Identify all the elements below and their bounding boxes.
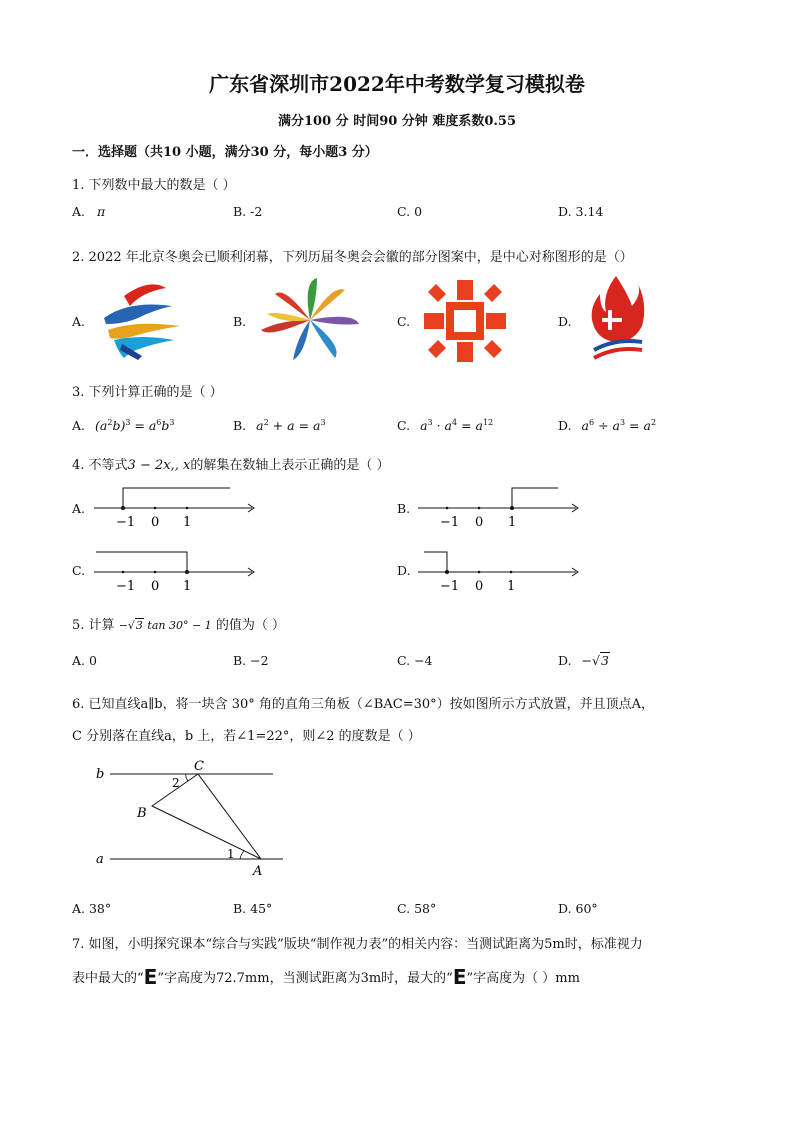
- q4-option-d-label[interactable]: D.: [397, 563, 411, 578]
- q6-option-d[interactable]: D. 60°: [558, 901, 598, 916]
- q3-option-a[interactable]: [72, 418, 175, 433]
- q7-line2-part-c: ”字高度为（ ）mm: [466, 971, 580, 986]
- q6-option-b[interactable]: B. 45°: [233, 901, 273, 916]
- emblem-a-image[interactable]: [94, 278, 184, 360]
- q4c-tick-neg1: −1: [116, 579, 136, 594]
- q5-option-b[interactable]: B. −2: [233, 653, 269, 668]
- q4-option-a-numberline[interactable]: [90, 484, 260, 534]
- e-symbol-2: E: [452, 965, 467, 989]
- q3-option-d-expr: $a^6 \div a^3 = a^2$: [581, 418, 657, 433]
- q5-option-d-label: D.: [558, 653, 572, 668]
- question-6-line2: C 分别落在直线a，b 上，若∠1=22°，则∠2 的度数是（ ）: [72, 729, 421, 744]
- label-angle-2: 2: [172, 776, 180, 790]
- q4-option-b-label[interactable]: B.: [397, 501, 411, 516]
- q4a-tick-0: 0: [151, 515, 160, 530]
- q4b-tick-neg1: −1: [440, 515, 460, 530]
- q1-option-a-value: π: [97, 204, 106, 219]
- q3-option-c[interactable]: [397, 418, 493, 433]
- exam-info: 满分100 分 时间90 分钟 难度系数0.55: [278, 114, 516, 129]
- q3-option-b-expr: $a^2 + a = a^3$: [256, 418, 326, 433]
- q6-triangle-figure: [90, 758, 290, 882]
- q1-option-b[interactable]: B. -2: [233, 204, 263, 219]
- q5-option-d[interactable]: [558, 653, 610, 668]
- q6-option-a[interactable]: A. 38°: [72, 901, 112, 916]
- q4d-tick-neg1: −1: [440, 579, 460, 594]
- q4-option-c-label[interactable]: C.: [72, 563, 86, 578]
- q1-option-d[interactable]: D. 3.14: [558, 204, 604, 219]
- q5-stem-suffix: 的值为（ ）: [215, 618, 285, 633]
- question-1-stem: 1. 下列数中最大的数是（ ）: [72, 178, 236, 193]
- q5-option-a[interactable]: A. 0: [72, 653, 97, 668]
- question-7-line1: 7. 如图，小明探究课本“综合与实践”版块“制作视力表”的相关内容：当测试距离为5m时，标准视力: [72, 937, 643, 952]
- q4a-tick-1: 1: [183, 515, 192, 530]
- section-heading: 一．选择题（共10 小题，满分30 分，每小题3 分）: [72, 145, 378, 160]
- q4-option-a-label[interactable]: A.: [72, 501, 86, 516]
- q6-option-c[interactable]: C. 58°: [397, 901, 437, 916]
- q5-option-c[interactable]: C. −4: [397, 653, 433, 668]
- q4d-tick-0: 0: [475, 579, 484, 594]
- question-3-stem: 3. 下列计算正确的是（ ）: [72, 385, 223, 400]
- emblem-c-image[interactable]: [424, 280, 506, 362]
- q7-line2-part-a: 表中最大的“: [72, 971, 144, 986]
- q2-option-d-label[interactable]: D.: [558, 314, 572, 329]
- q3-option-a-label: A.: [72, 418, 86, 433]
- emblem-b-image[interactable]: [255, 276, 365, 362]
- q4a-tick-neg1: −1: [116, 515, 136, 530]
- q5-expression: −√3 tan 30° − 1: [118, 619, 212, 632]
- q2-option-b-label[interactable]: B.: [233, 314, 247, 329]
- question-7-line2: [72, 965, 580, 989]
- label-angle-1: 1: [227, 847, 235, 861]
- emblem-d-image[interactable]: [588, 276, 646, 362]
- q3-option-d-label: D.: [558, 418, 572, 433]
- q4-stem-prefix: 4. 不等式: [72, 458, 128, 473]
- question-5-stem: [72, 614, 285, 633]
- e-symbol-1: E: [143, 965, 158, 989]
- q4c-tick-0: 0: [151, 579, 160, 594]
- q4-stem-suffix: 的解集在数轴上表示正确的是（ ）: [190, 458, 390, 473]
- q4d-tick-1: 1: [507, 579, 516, 594]
- page-title: 广东省深圳市2022年中考数学复习模拟卷: [209, 72, 585, 96]
- q1-option-a[interactable]: [72, 204, 105, 219]
- q4c-tick-1: 1: [183, 579, 192, 594]
- question-4-stem: [72, 454, 389, 473]
- q1-option-a-label: A.: [72, 204, 86, 219]
- label-c: C: [194, 759, 204, 774]
- question-2-stem: 2. 2022 年北京冬奥会已顺利闭幕，下列历届冬奥会会徽的部分图案中，是中心对称图形的是（）: [72, 250, 633, 265]
- label-vertex-b: B: [137, 806, 147, 821]
- q5-stem-prefix: 5. 计算: [72, 618, 115, 633]
- q4-inequality: 3 − 2x,, x: [127, 458, 191, 473]
- label-b: b: [96, 767, 105, 782]
- q2-option-a-label[interactable]: A.: [72, 314, 86, 329]
- question-6-line1: 6. 已知直线a∥b，将一块含 30° 角的直角三角板（∠BAC=30°）按如图所示方式放置，并且顶点A，: [72, 697, 655, 712]
- q3-option-a-expr: $(a^2b)^3 = a^6b^3$: [95, 418, 175, 433]
- q4-option-d-numberline[interactable]: [414, 546, 584, 596]
- q4b-tick-1: 1: [508, 515, 517, 530]
- q5-option-d-expr: −√3: [581, 653, 609, 668]
- label-vertex-a: A: [253, 864, 263, 879]
- q2-option-c-label[interactable]: C.: [397, 314, 411, 329]
- q4b-tick-0: 0: [475, 515, 484, 530]
- q3-option-b-label: B.: [233, 418, 247, 433]
- q3-option-c-expr: $a^3 \cdot a^4 = a^{12}$: [420, 418, 494, 433]
- q1-option-c[interactable]: C. 0: [397, 204, 423, 219]
- q3-option-b[interactable]: [233, 418, 326, 433]
- q4-option-c-numberline[interactable]: [90, 546, 260, 596]
- q4-option-b-numberline[interactable]: [414, 484, 584, 534]
- q7-line2-part-b: ”字高度为72.7mm，当测试距离为3m时，最大的“: [157, 971, 453, 986]
- q3-option-d[interactable]: [558, 418, 656, 433]
- q3-option-c-label: C.: [397, 418, 411, 433]
- label-a: a: [96, 852, 104, 867]
